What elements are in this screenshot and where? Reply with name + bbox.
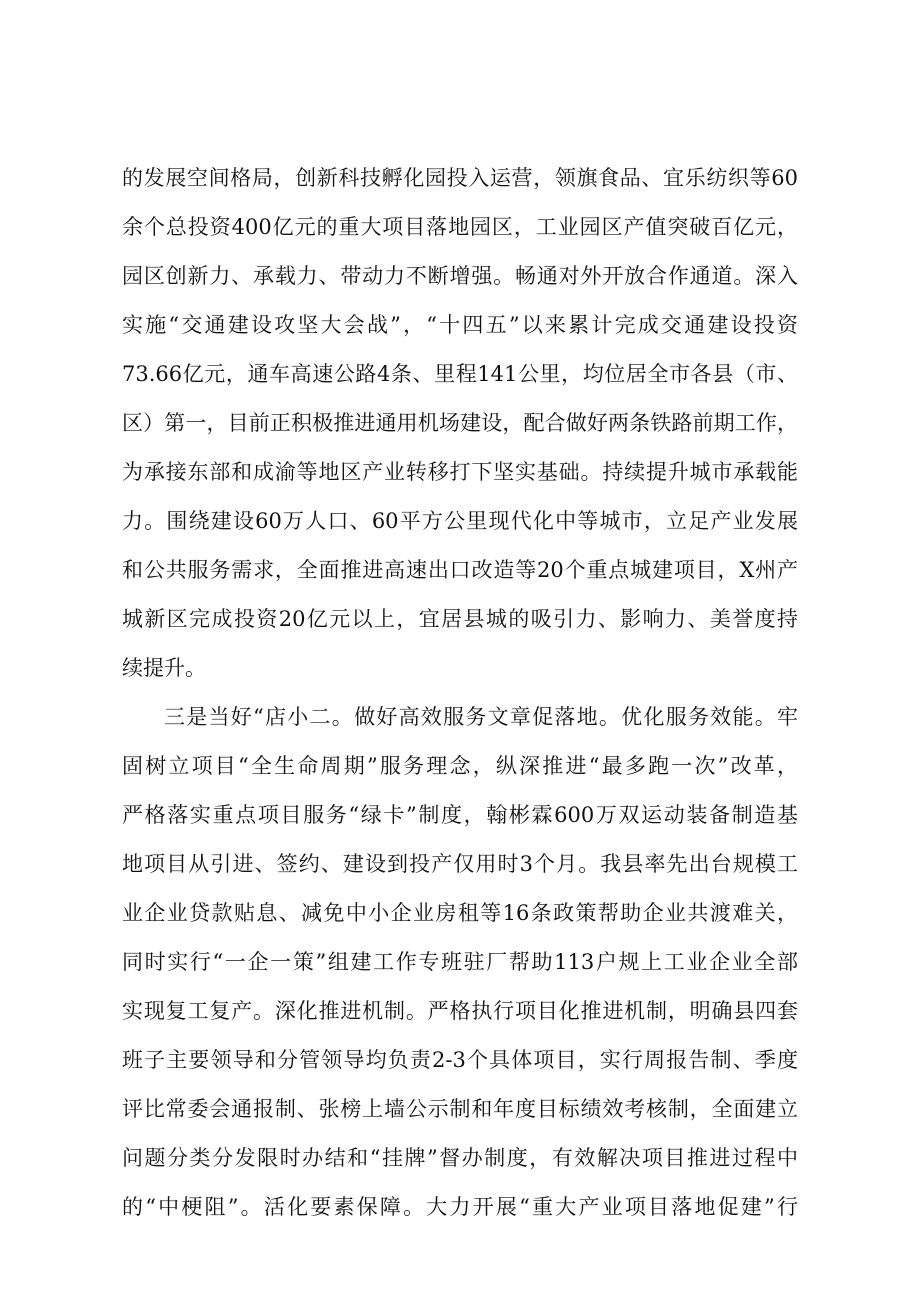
paragraph-line: 评比常委会通报制、张榜上墙公示制和年度目标绩效考核制，全面建立 [122, 1097, 798, 1121]
paragraph-line: 力。围绕建设60万人口、60平方公里现代化中等城市，立足产业发展 [122, 509, 798, 533]
paragraph-line: 城新区完成投资20亿元以上，宜居县城的吸引力、影响力、美誉度持 [122, 607, 798, 631]
paragraph-line: 固树立项目“全生命周期”服务理念，纵深推进“最多跑一次”改革， [122, 754, 798, 778]
paragraph-line: 和公共服务需求，全面推进高速出口改造等20个重点城建项目，X州产 [122, 558, 798, 582]
paragraph-line: 园区创新力、承载力、带动力不断增强。畅通对外开放合作通道。深入 [122, 264, 798, 288]
paragraph-line: 余个总投资400亿元的重大项目落地园区，工业园区产值突破百亿元， [122, 215, 798, 239]
paragraph-line: 的“中梗阻”。活化要素保障。大力开展“重大产业项目落地促建”行 [122, 1195, 798, 1219]
paragraph-line: 实施“交通建设攻坚大会战”，“十四五”以来累计完成交通建设投资 [122, 313, 798, 337]
paragraph-line: 73.66亿元，通车高速公路4条、里程141公里，均位居全市各县（市、 [122, 362, 798, 386]
paragraph-line: 同时实行“一企一策”组建工作专班驻厂帮助113户规上工业企业全部 [122, 950, 798, 974]
paragraph-line: 实现复工复产。深化推进机制。严格执行项目化推进机制，明确县四套 [122, 999, 798, 1023]
paragraph-line: 三是当好“店小二。做好高效服务文章促落地。优化服务效能。牢 [164, 705, 798, 729]
paragraph-line: 班子主要领导和分管领导均负责2-3个具体项目，实行周报告制、季度 [122, 1048, 798, 1072]
paragraph-line: 地项目从引进、签约、建设到投产仅用时3个月。我县率先出台规模工 [122, 852, 798, 876]
paragraph-line: 业企业贷款贴息、减免中小企业房租等16条政策帮助企业共渡难关， [122, 901, 798, 925]
paragraph-line: 续提升。 [122, 656, 206, 680]
paragraph-line: 区）第一，目前正积极推进通用机场建设，配合做好两条铁路前期工作， [122, 411, 798, 435]
paragraph-line: 严格落实重点项目服务“绿卡”制度，翰彬霖600万双运动装备制造基 [122, 803, 798, 827]
paragraph-line: 为承接东部和成渝等地区产业转移打下坚实基础。持续提升城市承载能 [122, 460, 798, 484]
paragraph-line: 的发展空间格局，创新科技孵化园投入运营，领旗食品、宜乐纺织等60 [122, 166, 798, 190]
paragraph-line: 问题分类分发限时办结和“挂牌”督办制度，有效解决项目推进过程中 [122, 1146, 798, 1170]
